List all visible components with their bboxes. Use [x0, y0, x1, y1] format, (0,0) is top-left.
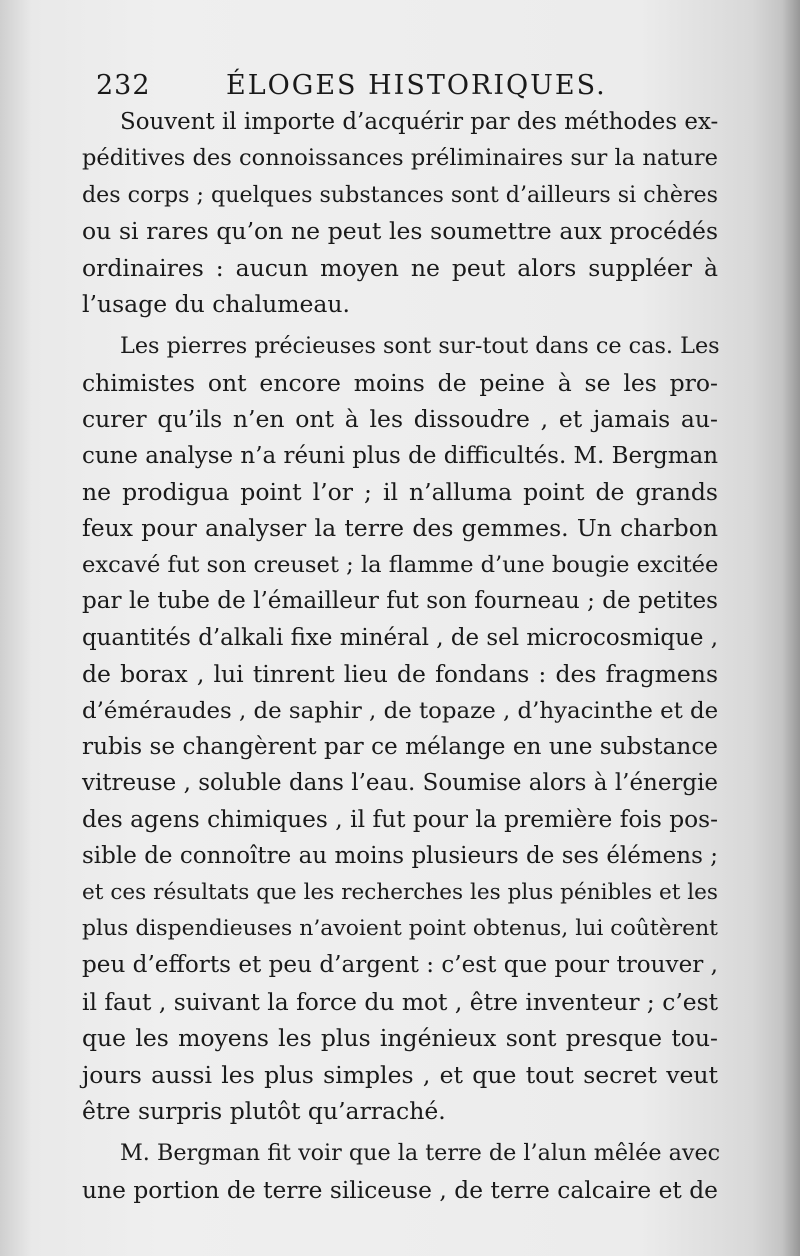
paragraph	[82, 104, 718, 322]
body-text	[82, 102, 721, 1208]
text-line: ne prodigua point l’or ; il n’alluma point de grands	[82, 478, 718, 507]
text-line: des corps ; quelques substances sont d’ailleurs si chères	[82, 181, 718, 208]
text-line: plus dispendieuses n’avoient point obtenus, lui coûtèrent	[82, 915, 718, 941]
text-line: que les moyens les plus ingénieux sont presque tou-	[82, 1024, 718, 1053]
text-line: des agens chimiques , il fut pour la première fois pos-	[82, 805, 719, 833]
running-title: ÉLOGES HISTORIQUES.	[226, 70, 607, 101]
page-edge-shadow	[782, 0, 800, 1256]
text-line: une portion de terre siliceuse , de terre calcaire et de	[82, 1175, 718, 1204]
paragraph	[82, 328, 718, 1129]
text-line: l’usage du chalumeau.	[82, 290, 351, 319]
text-line: d’éméraudes , de saphir , de topaze , d’hyacinthe et de	[82, 697, 719, 724]
text-line: ordinaires : aucun moyen ne peut alors suppléer à	[82, 253, 718, 282]
text-line: feux pour analyser la terre des gemmes. Un charbon	[82, 514, 718, 543]
text-line: Les pierres précieuses sont sur-tout dans ce cas. Les	[120, 333, 720, 360]
text-line: sible de connoître au moins plusieurs de ses élémens ;	[82, 843, 718, 870]
text-line: être surpris plutôt qu’arraché.	[82, 1096, 446, 1125]
text-line: péditives des connoissances préliminaires sur la nature	[82, 145, 718, 172]
page-number: 232	[96, 70, 151, 101]
text-line: jours aussi les plus simples , et que tout secret veut	[82, 1060, 718, 1089]
text-line: rubis se changèrent par ce mélange en une substance	[82, 732, 718, 760]
text-line: et ces résultats que les recherches les plus pénibles et les	[82, 879, 718, 905]
text-line: chimistes ont encore moins de peine à se les pro-	[82, 368, 718, 397]
paragraph	[82, 1135, 721, 1208]
text-line: vitreuse , soluble dans l’eau. Soumise alors à l’énergie	[82, 770, 718, 797]
text-line: M. Bergman fit voir que la terre de l’alun mêlée avec	[120, 1140, 721, 1167]
text-line: cune analyse n’a réuni plus de difficultés. M. Bergman	[82, 442, 718, 469]
text-line: peu d’efforts et peu d’argent : c’est que pour trouver ,	[82, 952, 718, 979]
text-line: de borax , lui tinrent lieu de fondans : des fragmens	[82, 660, 718, 689]
text-line: Souvent il importe d’acquérir par des méthodes ex-	[120, 109, 719, 135]
text-line: quantités d’alkali fixe minéral , de sel microcosmique ,	[82, 624, 718, 651]
text-line: par le tube de l’émailleur fut son fourneau ; de petites	[82, 588, 718, 615]
text-line: ou si rares qu’on ne peut les soumettre aux procédés	[82, 217, 718, 246]
text-line: il faut , suivant la force du mot , être inventeur ; c’est	[82, 987, 718, 1016]
text-line: excavé fut son creuset ; la flamme d’une bougie excitée	[82, 551, 719, 578]
text-line: curer qu’ils n’en ont à les dissoudre , et jamais au-	[82, 405, 718, 434]
